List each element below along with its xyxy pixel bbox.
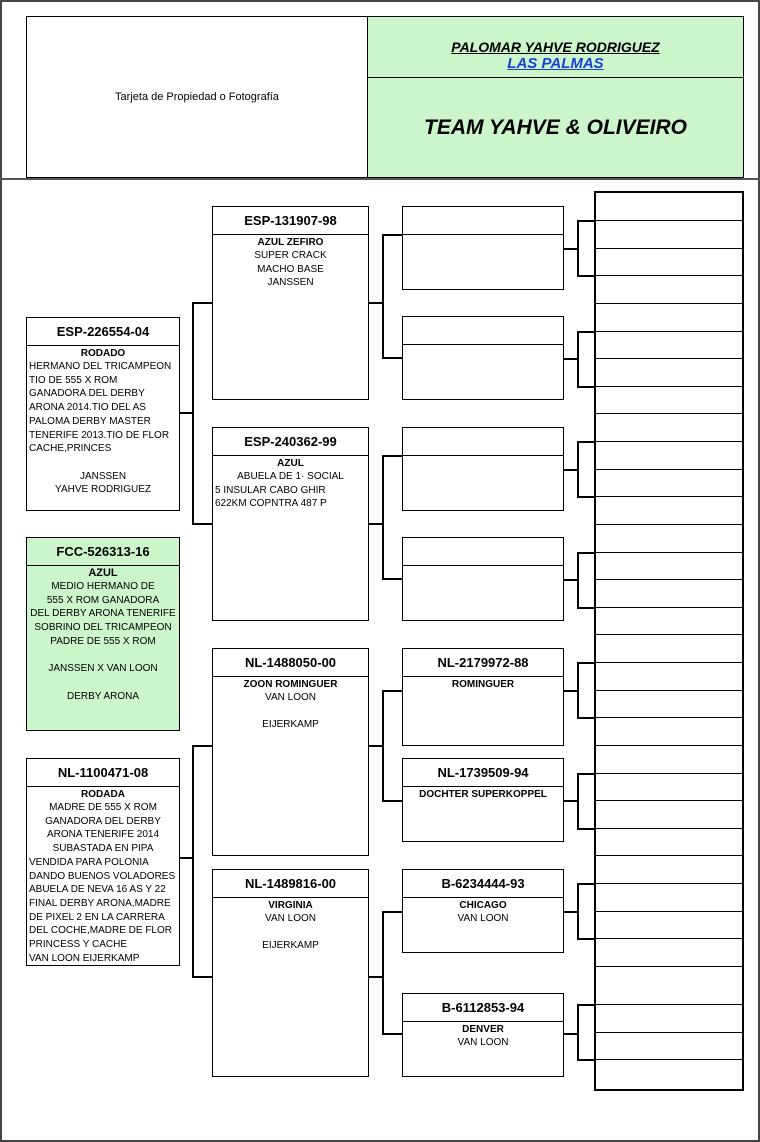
sire-note: GANADORA DEL DERBY — [29, 388, 145, 400]
great-grandparent-card — [402, 537, 564, 621]
connector — [382, 234, 384, 358]
subject-notes — [27, 580, 179, 703]
cell-divider — [596, 331, 742, 332]
connector — [382, 234, 402, 236]
connector — [577, 552, 594, 554]
connector — [382, 578, 402, 580]
great-grandparent-ring — [403, 538, 563, 566]
connector — [369, 302, 382, 304]
sire-note: CACHE,PRINCES — [29, 443, 112, 455]
great-grandparent-name: ROMINGUER — [451, 679, 515, 690]
connector — [564, 579, 577, 581]
sire-card — [26, 317, 180, 511]
loft-banner — [367, 16, 744, 78]
grandparent-note: ABUELA DE 1· SOCIAL — [237, 471, 344, 482]
connector — [382, 911, 384, 1034]
cell-divider — [596, 552, 742, 553]
subject-note: MEDIO HERMANO DE — [51, 581, 155, 592]
dam-note: ABUELA DE NEVA 16 AS Y 22 — [29, 884, 166, 896]
grandparent-card — [212, 427, 369, 621]
cell-divider — [596, 745, 742, 746]
dam-notes — [27, 801, 179, 965]
cell-divider — [596, 1004, 742, 1005]
great-grandparent-ring: B-6112853-94 — [403, 994, 563, 1022]
connector — [577, 662, 594, 664]
cell-divider — [596, 220, 742, 221]
subject-name: AZUL — [88, 567, 118, 579]
sire-note: JANSSEN — [79, 470, 127, 482]
great-grandparent-card — [402, 993, 564, 1077]
grandparent-name: AZUL — [277, 458, 304, 469]
grandparent-ring: ESP-240362-99 — [213, 428, 368, 456]
grandparent-name: AZUL ZEFIRO — [257, 237, 324, 248]
dam-note: FINAL DERBY ARONA,MADRE — [29, 897, 171, 909]
dam-card — [26, 758, 180, 966]
sire-note: PALOMA DERBY MASTER — [29, 415, 151, 427]
sire-note: TENERIFE 2013.TIO DE FLOR — [29, 429, 170, 441]
great-grandparent-card — [402, 648, 564, 746]
dam-note: DANDO BUENOS VOLADORES — [29, 870, 176, 882]
cell-divider — [596, 911, 742, 912]
dam-ring: NL-1100471-08 — [27, 759, 179, 787]
connector — [577, 386, 594, 388]
great-grandparent-card — [402, 316, 564, 400]
sire-note: TIO DE 555 X ROM — [29, 374, 118, 386]
connector — [192, 523, 212, 525]
connector — [577, 773, 579, 829]
grandparent-note-blank — [213, 926, 368, 940]
loft-name: PALOMAR YAHVE RODRIGUEZ — [451, 39, 660, 55]
subject-note-blank — [27, 676, 179, 690]
connector — [382, 455, 384, 579]
great-grandparent-ring: B-6234444-93 — [403, 870, 563, 898]
grandparent-card — [212, 869, 369, 1077]
grandparent-name: ZOON ROMINGUER — [243, 679, 338, 690]
connector — [564, 248, 577, 250]
great-grandparent-name: DENVER — [462, 1024, 504, 1035]
sire-note: ARONA 2014.TIO DEL AS — [29, 402, 146, 414]
sire-notes — [27, 360, 179, 497]
cell-divider — [596, 441, 742, 442]
connector — [577, 1004, 594, 1006]
great-grandparent-ring — [403, 428, 563, 456]
connector — [564, 800, 577, 802]
subject-note: JANSSEN X VAN LOON — [48, 663, 158, 675]
cell-divider — [596, 1032, 742, 1033]
connector — [564, 1033, 577, 1035]
connector — [369, 523, 382, 525]
connector — [382, 690, 402, 692]
subject-note: 555 X ROM GANADORA — [46, 594, 160, 606]
dam-note: PRINCESS Y CACHE — [29, 939, 127, 951]
grandparent-name: VIRGINIA — [268, 900, 313, 911]
grandparent-note-blank — [213, 705, 368, 719]
connector — [369, 976, 382, 978]
loft-city-link[interactable]: LAS PALMAS — [507, 55, 604, 72]
great-grandparent-card — [402, 206, 564, 290]
cell-divider — [596, 607, 742, 608]
connector — [192, 745, 194, 977]
connector — [577, 828, 594, 830]
great-grandparent-ring: NL-1739509-94 — [403, 759, 563, 787]
dam-note: ARONA TENERIFE 2014 — [46, 829, 160, 841]
grandparent-ring: NL-1489816-00 — [213, 870, 368, 898]
sire-name: RODADO — [80, 348, 126, 359]
connector — [577, 883, 594, 885]
dam-note: DEL COCHE,MADRE DE FLOR — [29, 925, 172, 937]
connector — [564, 469, 577, 471]
dam-note: SUBASTADA EN PIPA — [52, 843, 154, 855]
grandparent-note: 5 INSULAR CABO GHIR — [215, 484, 326, 496]
great-grandparent-name: CHICAGO — [459, 900, 507, 911]
connector — [192, 976, 212, 978]
great-grandparent-note: VAN LOON — [457, 1037, 509, 1048]
cell-divider — [596, 828, 742, 829]
connector — [577, 331, 594, 333]
grandparent-note: JANSSEN — [267, 277, 314, 289]
subject-note: PADRE DE 555 X ROM — [50, 635, 156, 647]
connector — [382, 800, 402, 802]
grandparent-note: 622KM COPNTRA 487 P — [215, 498, 327, 510]
subject-card — [26, 537, 180, 731]
dam-note: VENDIDA PARA POLONIA — [29, 856, 149, 868]
photo-placeholder — [26, 16, 368, 178]
cell-divider — [596, 938, 742, 939]
cell-divider — [596, 800, 742, 801]
connector — [564, 911, 577, 913]
cell-divider — [596, 634, 742, 635]
cell-divider — [596, 717, 742, 718]
sire-note-blank — [27, 456, 179, 470]
connector — [192, 302, 194, 524]
great-grandparent-name: DOCHTER SUPERKOPPEL — [419, 789, 547, 800]
cell-divider — [596, 579, 742, 580]
cell-divider — [596, 469, 742, 470]
great-grandparent-card — [402, 758, 564, 842]
connector — [577, 938, 594, 940]
great-grandparent-card — [402, 427, 564, 511]
photo-label: Tarjeta de Propiedad o Fotografía — [115, 91, 279, 103]
subject-note: DEL DERBY ARONA TENERIFE — [30, 608, 176, 620]
connector — [577, 662, 579, 718]
subject-note: DERBY ARONA — [66, 690, 140, 702]
grandparent-note: EIJERKAMP — [262, 719, 319, 731]
grandparent-note: VAN LOON — [265, 692, 316, 703]
subject-note-blank — [27, 649, 179, 663]
connector — [369, 745, 382, 747]
connector — [564, 358, 577, 360]
dam-note: DE PIXEL 2 EN LA CARRERA — [29, 911, 165, 923]
connector — [192, 745, 212, 747]
cell-divider — [596, 386, 742, 387]
header-divider — [0, 178, 760, 180]
connector — [577, 1004, 579, 1060]
great-grandparent-note: VAN LOON — [457, 913, 509, 924]
dam-note: GANADORA DEL DERBY — [45, 815, 161, 827]
team-banner — [367, 77, 744, 178]
cell-divider — [596, 855, 742, 856]
grandparent-note: VAN LOON — [265, 913, 316, 924]
connector — [382, 455, 402, 457]
connector — [577, 773, 594, 775]
connector — [577, 220, 579, 276]
grandparent-note: SUPER CRACK — [254, 250, 327, 261]
connector — [577, 220, 594, 222]
cell-divider — [596, 496, 742, 497]
great-great-grandparents-column — [594, 191, 744, 1091]
grandparent-card — [212, 648, 369, 856]
connector — [577, 607, 594, 609]
grandparent-ring: ESP-131907-98 — [213, 207, 368, 235]
connector — [577, 331, 579, 387]
cell-divider — [596, 662, 742, 663]
sire-note: YAHVE RODRIGUEZ — [55, 484, 151, 496]
cell-divider — [596, 248, 742, 249]
cell-divider — [596, 966, 742, 967]
grandparent-card — [212, 206, 369, 400]
connector — [382, 357, 402, 359]
sire-ring: ESP-226554-04 — [27, 318, 179, 346]
great-grandparent-ring — [403, 317, 563, 345]
cell-divider — [596, 1059, 742, 1060]
connector — [577, 717, 594, 719]
connector — [577, 1059, 594, 1061]
connector — [577, 441, 594, 443]
connector — [192, 302, 212, 304]
subject-ring: FCC-526313-16 — [27, 538, 179, 566]
grandparent-ring: NL-1488050-00 — [213, 649, 368, 677]
cell-divider — [596, 303, 742, 304]
cell-divider — [596, 275, 742, 276]
cell-divider — [596, 524, 742, 525]
connector — [382, 911, 402, 913]
cell-divider — [596, 690, 742, 691]
cell-divider — [596, 358, 742, 359]
connector — [382, 690, 384, 801]
dam-note: MADRE DE 555 X ROM — [49, 802, 157, 813]
great-grandparent-card — [402, 869, 564, 953]
sire-note: HERMANO DEL TRICAMPEON — [29, 361, 172, 372]
connector — [577, 496, 594, 498]
great-grandparent-ring: NL-2179972-88 — [403, 649, 563, 677]
team-name: TEAM YAHVE & OLIVEIRO — [424, 115, 687, 139]
dam-name: RODADA — [81, 789, 125, 800]
cell-divider — [596, 773, 742, 774]
connector — [577, 275, 594, 277]
subject-note: SOBRINO DEL TRICAMPEON — [34, 622, 172, 634]
connector — [564, 690, 577, 692]
connector — [577, 441, 579, 497]
cell-divider — [596, 413, 742, 414]
connector — [577, 552, 579, 608]
grandparent-note: EIJERKAMP — [262, 940, 319, 952]
connector — [577, 883, 579, 939]
great-grandparent-ring — [403, 207, 563, 235]
grandparent-note: MACHO BASE — [257, 263, 324, 275]
dam-note: VAN LOON EIJERKAMP — [29, 952, 140, 964]
connector — [382, 1033, 402, 1035]
cell-divider — [596, 883, 742, 884]
